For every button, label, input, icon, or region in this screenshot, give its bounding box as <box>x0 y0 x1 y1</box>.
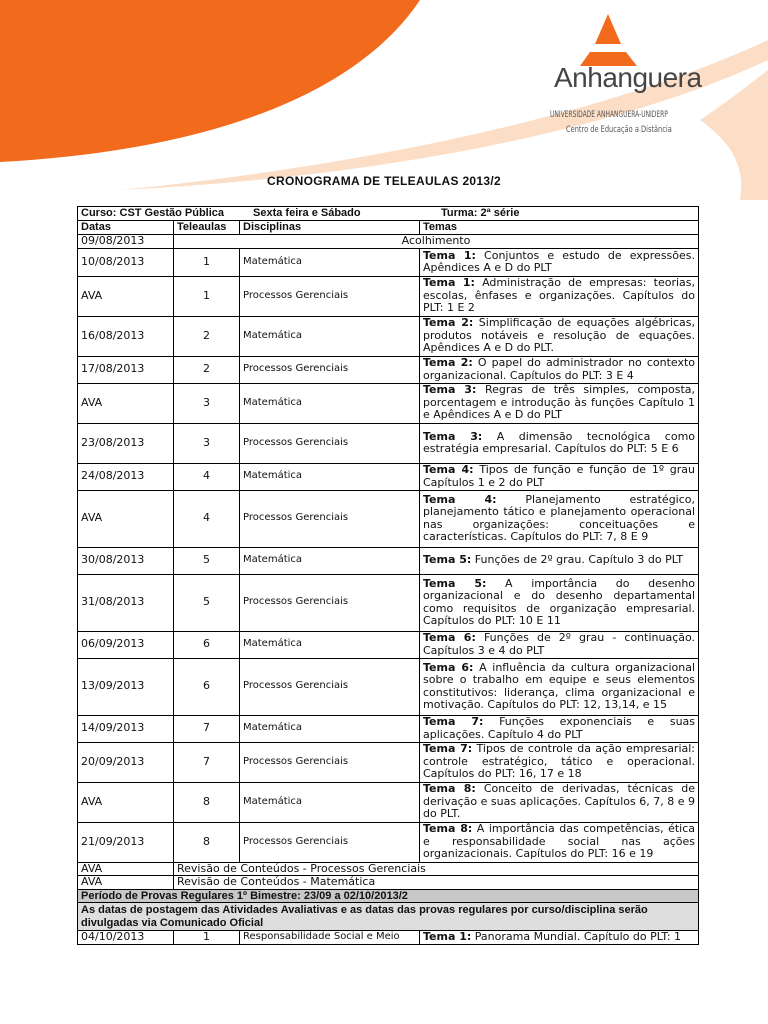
row-discipline: Matemática <box>240 782 420 822</box>
row-theme <box>420 276 699 316</box>
table-row <box>78 742 699 782</box>
row-discipline: Responsabilidade Social e Meio <box>240 931 420 945</box>
row-teleaula: 3 <box>174 423 240 463</box>
row-theme-text: Conjuntos e estudo de expressões. Apêndices A e D do PLT <box>423 248 696 274</box>
row-theme <box>420 631 699 658</box>
row-teleaula: 3 <box>174 383 240 423</box>
row-date: 16/08/2013 <box>78 316 174 356</box>
row-teleaula: 4 <box>174 463 240 490</box>
row-discipline: Processos Gerenciais <box>240 490 420 547</box>
row-theme <box>420 423 699 463</box>
row-theme <box>420 490 699 547</box>
row-theme-text: Tipos de controle da ação empresarial: controle estratégico, tático e operacional. Capítulos do PLT: 16, 17 e 18 <box>423 742 696 781</box>
table-row <box>78 715 699 742</box>
row-theme <box>420 658 699 715</box>
row-teleaula: 1 <box>174 276 240 316</box>
col-header-disciplines: Disciplinas <box>240 220 420 234</box>
row-theme-text: Planejamento estratégico, planejamento tático e planejamento operacional nas organizações: conceituações e características. Capítulos do PLT: 7, 8 E 9 <box>423 492 696 543</box>
row-discipline: Matemática <box>240 631 420 658</box>
row-theme <box>420 715 699 742</box>
row-theme-text: Simplificação de equações algébricas, produtos notáveis e resolução de equações. Apêndices A e D do PLT. <box>423 316 696 355</box>
row-discipline: Processos Gerenciais <box>240 276 420 316</box>
row-theme-label: Tema 2: <box>423 356 473 369</box>
col-header-themes: Temas <box>420 220 699 234</box>
row-theme <box>420 316 699 356</box>
row-theme-label: Tema 5: <box>423 553 472 567</box>
row-date: AVA <box>78 490 174 547</box>
row-theme-label: Tema 2: <box>423 316 474 330</box>
row-theme <box>420 782 699 822</box>
welcome-row <box>78 234 699 248</box>
row-teleaula: 8 <box>174 782 240 822</box>
row-date: 30/08/2013 <box>78 547 174 574</box>
revision-row <box>78 862 699 876</box>
table-row <box>78 822 699 862</box>
row-theme <box>420 547 699 574</box>
row-discipline: Matemática <box>240 383 420 423</box>
col-header-dates: Datas <box>78 220 174 234</box>
course-class: Turma: 2ª série <box>441 207 520 219</box>
row-teleaula: 5 <box>174 574 240 631</box>
row-date: 23/08/2013 <box>78 423 174 463</box>
row-discipline: Processos Gerenciais <box>240 742 420 782</box>
row-theme <box>420 463 699 490</box>
row-teleaula: 1 <box>174 248 240 276</box>
row-teleaula: 1 <box>174 931 240 945</box>
table-row <box>78 931 699 945</box>
row-discipline: Matemática <box>240 463 420 490</box>
row-theme-label: Tema 8: <box>423 822 473 836</box>
course-row <box>78 207 699 221</box>
row-date: 17/08/2013 <box>78 356 174 383</box>
exam-period-text: Período de Provas Regulares 1º Bimestre: 23/09 a 02/10/2013/2 <box>78 889 699 903</box>
column-header-row <box>78 220 699 234</box>
table-row <box>78 547 699 574</box>
exam-period-row <box>78 889 699 903</box>
row-theme-label: Tema 7: <box>423 715 484 728</box>
table-row <box>78 463 699 490</box>
table-row <box>78 631 699 658</box>
table-row <box>78 383 699 423</box>
row-date: AVA <box>78 276 174 316</box>
row-theme-text: A importância das competências, ética e responsabilidade social nas ações organizacionais. Capítulos do PLT: 16 e 19 <box>423 822 696 861</box>
row-theme-text: Funções de 2º grau. Capítulo 3 do PLT <box>471 553 684 567</box>
row-discipline: Processos Gerenciais <box>240 822 420 862</box>
row-theme <box>420 248 699 276</box>
brand-subtitle-center: Centro de Educação a Distância <box>566 125 672 135</box>
row-discipline: Processos Gerenciais <box>240 574 420 631</box>
row-theme-text: Funções de 2º grau - continuação. Capítulos 3 e 4 do PLT <box>423 631 696 657</box>
course-days: Sexta feira e Sábado <box>253 207 361 219</box>
row-date: AVA <box>78 782 174 822</box>
row-theme-label: Tema 5: <box>423 576 487 590</box>
row-teleaula: 6 <box>174 658 240 715</box>
row-theme <box>420 356 699 383</box>
welcome-date: 09/08/2013 <box>78 234 174 248</box>
revision-date: AVA <box>78 876 174 890</box>
row-theme <box>420 931 699 945</box>
row-date: 13/09/2013 <box>78 658 174 715</box>
row-theme-text: O papel do administrador no contexto organizacional. Capítulos do PLT: 3 E 4 <box>423 356 696 382</box>
row-theme-label: Tema 8: <box>423 782 476 796</box>
row-date: 24/08/2013 <box>78 463 174 490</box>
table-row <box>78 490 699 547</box>
row-theme-text: A importância do desenho organizacional e do desenho departamental como requisitos de organização empresarial. Capítulos do PLT: 10 E 11 <box>423 576 696 627</box>
row-teleaula: 4 <box>174 490 240 547</box>
row-theme-text: Regras de três simples, composta, porcentagem e introdução às funções Capítulo 1 e Apêndices A e D do PLT <box>423 383 696 422</box>
row-date: 06/09/2013 <box>78 631 174 658</box>
row-discipline: Matemática <box>240 316 420 356</box>
table-row <box>78 248 699 276</box>
row-teleaula: 6 <box>174 631 240 658</box>
row-discipline: Processos Gerenciais <box>240 658 420 715</box>
row-date: 20/09/2013 <box>78 742 174 782</box>
table-row <box>78 316 699 356</box>
schedule-table <box>77 206 699 945</box>
row-theme-text: Tipos de função e função de 1º grau Capítulos 1 e 2 do PLT <box>423 463 696 489</box>
row-date: 10/08/2013 <box>78 248 174 276</box>
row-discipline: Processos Gerenciais <box>240 356 420 383</box>
course-name: Curso: CST Gestão Pública <box>81 207 225 219</box>
row-theme <box>420 822 699 862</box>
notice-row <box>78 903 699 931</box>
row-teleaula: 7 <box>174 742 240 782</box>
row-teleaula: 8 <box>174 822 240 862</box>
row-theme-label: Tema 3: <box>423 383 477 397</box>
revision-text: Revisão de Conteúdos - Matemática <box>174 876 699 890</box>
row-discipline: Matemática <box>240 715 420 742</box>
row-theme-text: Panorama Mundial. Capítulo do PLT: 1 <box>471 930 682 944</box>
row-theme-label: Tema 4: <box>423 492 497 506</box>
header-banner <box>0 0 768 200</box>
row-theme-label: Tema 4: <box>423 463 474 476</box>
row-date: 14/09/2013 <box>78 715 174 742</box>
document-title: CRONOGRAMA DE TELEAULAS 2013/2 <box>267 174 501 188</box>
welcome-text: Acolhimento <box>174 234 699 248</box>
row-theme-label: Tema 1: <box>423 276 475 290</box>
row-teleaula: 5 <box>174 547 240 574</box>
revision-text: Revisão de Conteúdos - Processos Gerenciais <box>174 862 699 876</box>
row-discipline: Matemática <box>240 547 420 574</box>
row-theme-label: Tema 7: <box>423 742 473 756</box>
row-date: 21/09/2013 <box>78 822 174 862</box>
row-teleaula: 7 <box>174 715 240 742</box>
row-theme-label: Tema 1: <box>423 930 472 944</box>
table-row <box>78 658 699 715</box>
table-row <box>78 782 699 822</box>
row-theme <box>420 742 699 782</box>
row-theme-label: Tema 3: <box>423 429 483 443</box>
row-discipline: Processos Gerenciais <box>240 423 420 463</box>
row-discipline: Matemática <box>240 248 420 276</box>
row-theme-text: A influência da cultura organizacional sobre o trabalho em equipe e seus elementos constitutivos: liderança, clima organizacional e motivação. Capítulos do PLT: 12, 13,14, e 15 <box>423 660 696 711</box>
revision-row <box>78 876 699 890</box>
row-teleaula: 2 <box>174 356 240 383</box>
col-header-teleaulas: Teleaulas <box>174 220 240 234</box>
row-theme-text: Funções exponenciais e suas aplicações. Capítulo 4 do PLT <box>423 715 696 741</box>
brand-subtitle-university: UNIVERSIDADE ANHANGUERA-UNIDERP <box>550 110 668 120</box>
row-theme-text: A dimensão tecnológica como estratégia empresarial. Capítulos do PLT: 5 E 6 <box>423 429 696 455</box>
table-row <box>78 276 699 316</box>
row-theme-label: Tema 1: <box>423 248 476 262</box>
table-row <box>78 574 699 631</box>
row-theme-text: Conceito de derivadas, técnicas de derivação e suas aplicações. Capítulos 6, 7, 8 e 9 do PLT. <box>423 782 696 821</box>
row-theme-label: Tema 6: <box>423 660 474 674</box>
table-row <box>78 423 699 463</box>
row-theme <box>420 574 699 631</box>
row-theme-text: Administração de empresas: teorias, escolas, ênfases e organizações. Capítulos do PLT: 1 E 2 <box>423 276 696 315</box>
row-theme <box>420 383 699 423</box>
notice-text: As datas de postagem das Atividades Avaliativas e as datas das provas regulares por curso/disciplina serão divulgadas via Comunicado Oficial <box>78 903 699 931</box>
row-teleaula: 2 <box>174 316 240 356</box>
brand-name: Anhanguera <box>554 62 702 93</box>
row-date: 31/08/2013 <box>78 574 174 631</box>
row-date: 04/10/2013 <box>78 931 174 945</box>
row-date: AVA <box>78 383 174 423</box>
table-row <box>78 356 699 383</box>
row-theme-label: Tema 6: <box>423 631 476 644</box>
revision-date: AVA <box>78 862 174 876</box>
